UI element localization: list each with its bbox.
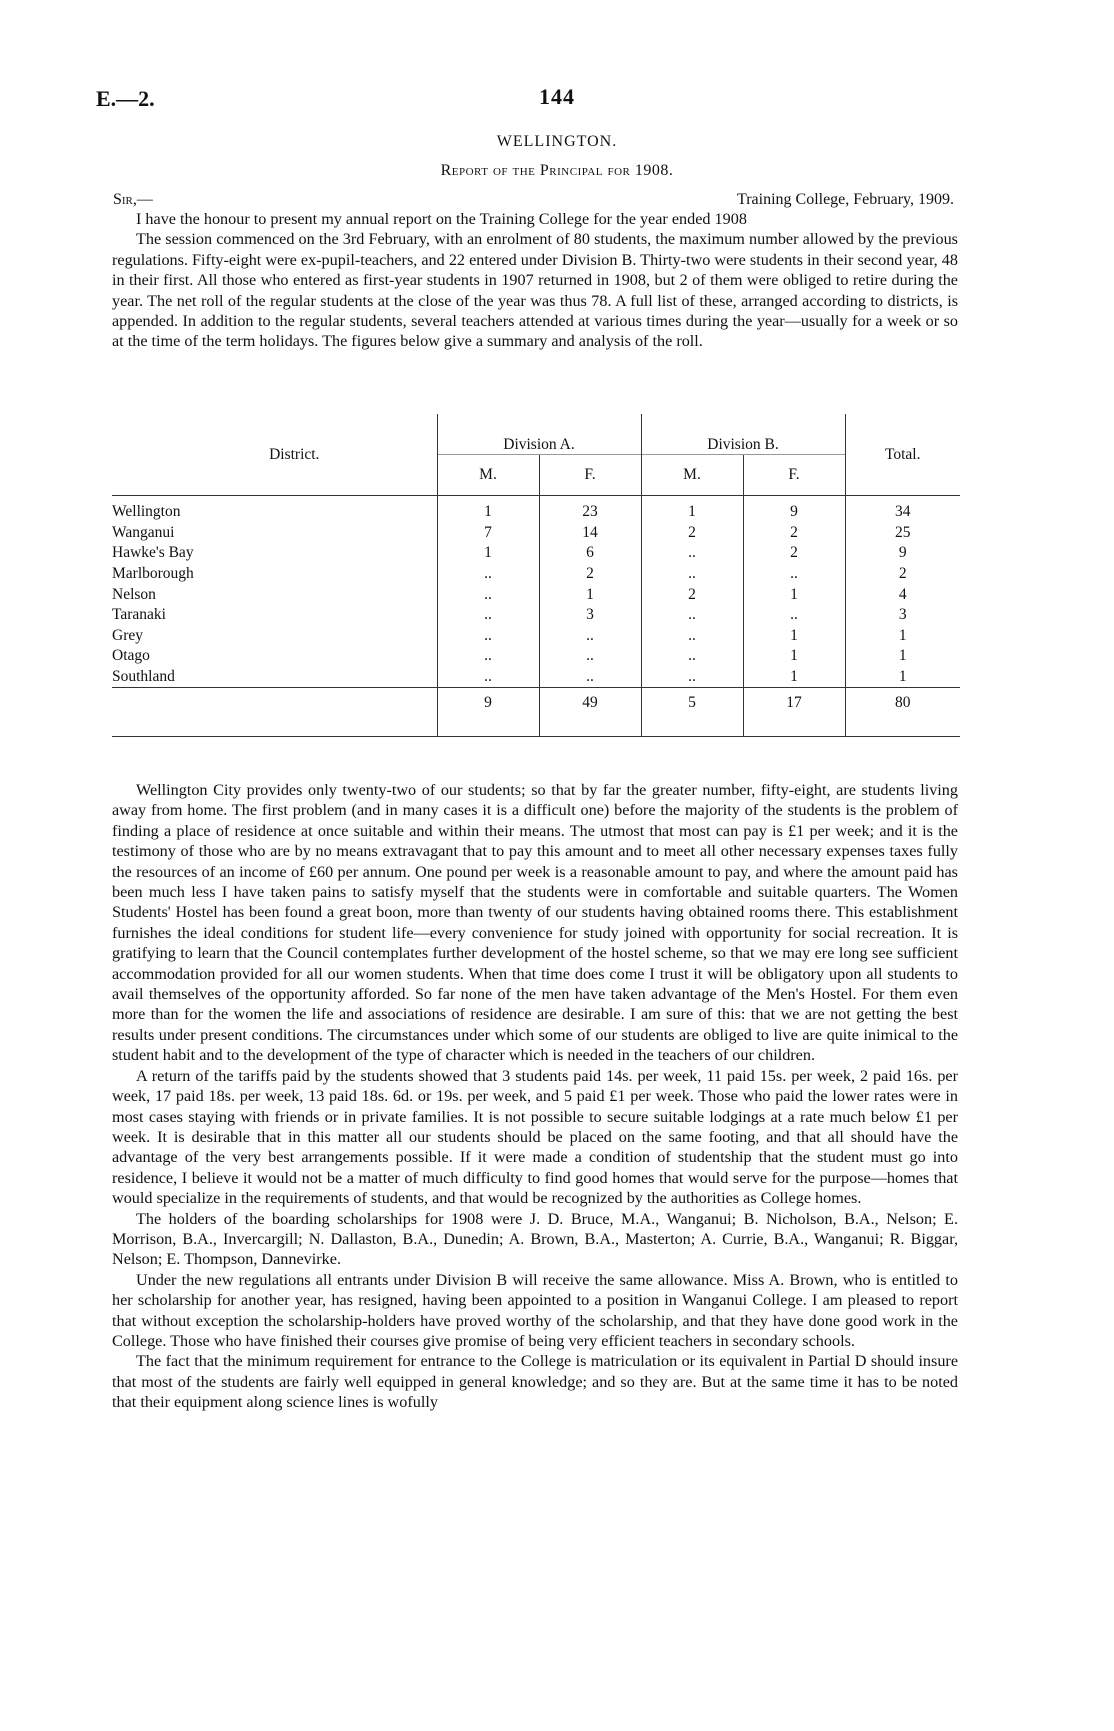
grand-total: 80 (845, 688, 960, 719)
cell-a-male: 7 (437, 523, 539, 544)
district-name: Otago (112, 647, 150, 665)
total-header: Total. (845, 414, 960, 496)
table-row (112, 605, 960, 626)
district-name: Wanganui (112, 523, 175, 541)
division-b-header: Division B. (641, 414, 845, 455)
page-number: 144 (539, 84, 575, 109)
cell-a-female: 1 (539, 584, 641, 605)
cell-b-female: 1 (743, 667, 845, 688)
cell-b-male: 2 (641, 523, 743, 544)
body-paragraph: A return of the tariffs paid by the students showed that 3 students paid 14s. per week, 11 paid 15s. per week, 2 paid 16s. per week, 17 paid 18s. per week, 13 paid 18s. 6d. or 19s. per week, and 5 paid £1 per week. Those who paid the lower rates were in most cases staying with friends or in private families. It is not possible to secure suitable lodgings at a rate much below £1 per week. It is desirable that in this matter all our students should be placed on the same footing, and that all should have the advantage of the very best arrangements possible. If it were made a condition of studentship that the student must go into residence, I believe it would not be a matter of much difficulty to find good homes that would serve for the purpose—homes that would specialize in the requirements of students, and that would be recognized by the authorities as College homes. (112, 1066, 958, 1208)
cell-total: 1 (845, 646, 960, 667)
division-b-female-header: F. (743, 455, 845, 496)
dateline: Training College, February, 1909. (736, 191, 954, 208)
total-b-female: 17 (743, 688, 845, 719)
cell-a-male: .. (437, 667, 539, 688)
cell-a-male: .. (437, 626, 539, 647)
body-paragraph: Wellington City provides only twenty-two of our students; so that by far the greater number, fifty-eight, are students living away from home. The first problem (and in many cases it is a difficult one) before the majority of the students is the problem of finding a place of residence at once suitable and within their means. The utmost that most can pay is £1 per week; and it is the testimony of those who are by no means extravagant that to pay this amount and to meet all other necessary expenses taxes fully the resources of an income of £60 per annum. One pound per week is a reasonable amount to pay, and where the amount paid has been much less I have taken pains to satisfy myself that the students were in comfortable and suitable quarters. The Women Students' Hostel has been found a great boon, more than twenty of our students having obtained rooms there. This establishment furnishes the ideal conditions for student life—every convenience for study joined with opportunity for social recreation. It is gratifying to learn that the Council contemplates further development of the hostel scheme, so that we may ere long see sufficient accommodation provided for all our women students. When that time does come I trust it will be obligatory upon all students to avail themselves of the opportunity afforded. So far none of the men have taken advantage of the Men's Hostel. For them even more than for the women the life and associations of residence are desirable. I am sure of this: that we are not getting the best results under present conditions. The circumstances under which some of our students are obliged to live are quite inimical to the student habit and to the development of the type of character which is needed in the teachers of our children. (112, 781, 958, 1065)
cell-b-male: .. (641, 543, 743, 564)
cell-b-female: 2 (743, 543, 845, 564)
total-a-male: 9 (437, 688, 539, 719)
district-name: Southland (112, 668, 175, 686)
document-reference: E.—2. (96, 86, 155, 111)
cell-a-male: .. (437, 646, 539, 667)
cell-a-female: .. (539, 646, 641, 667)
division-a-header: Division A. (437, 414, 641, 455)
intro-paragraph: I have the honour to present my annual report on the Training College for the year ended 1908 (136, 210, 747, 228)
cell-a-female: .. (539, 667, 641, 688)
body-paragraph: The fact that the minimum requirement for entrance to the College is matriculation or its equivalent in Partial D should insure that most of the students are fairly well equipped in general knowledge; and so they are. But at the same time it has to be noted that their equipment along science lines is wofully (112, 1352, 958, 1412)
cell-b-female: 1 (743, 584, 845, 605)
cell-b-female: 1 (743, 646, 845, 667)
intro-text (112, 209, 958, 352)
cell-total: 25 (845, 523, 960, 544)
cell-a-female: 2 (539, 564, 641, 585)
cell-a-female: .. (539, 626, 641, 647)
cell-b-male: .. (641, 667, 743, 688)
report-subheading: Report of the Principal for 1908. (440, 162, 674, 179)
section-heading: WELLINGTON. (496, 133, 618, 150)
cell-a-male: 1 (437, 543, 539, 564)
table-row (112, 667, 960, 688)
cell-b-male: .. (641, 646, 743, 667)
cell-total: 9 (845, 543, 960, 564)
table-row (112, 626, 960, 647)
district-name: Wellington (112, 503, 181, 521)
cell-b-female: .. (743, 564, 845, 585)
cell-b-male: 1 (641, 502, 743, 523)
district-name: Taranaki (112, 606, 166, 624)
roll-table (112, 414, 960, 737)
totals-row (112, 688, 960, 719)
cell-a-female: 3 (539, 605, 641, 626)
cell-b-female: 2 (743, 523, 845, 544)
salutation: Sir,— (113, 191, 153, 208)
report-body (112, 780, 958, 1413)
body-paragraph: The holders of the boarding scholarships for 1908 were J. D. Bruce, M.A., Wanganui; B. Nicholson, B.A., Nelson; E. Morrison, B.A., Invercargill; N. Dallaston, B.A., Dunedin; A. Brown, B.A., Masterton; A. Currie, B.A., Wanganui; R. Biggar, Nelson; E. Thompson, Dannevirke. (112, 1209, 958, 1269)
cell-a-male: .. (437, 584, 539, 605)
body-paragraph: Under the new regulations all entrants under Division B will receive the same allowance. Miss A. Brown, who is entitled to her scholarship for another year, has resigned, having been appointed to a position in Wanganui College. I am pleased to report that without exception the scholarship-holders have proved worthy of the scholarship, and that they have done good work in the College. Those who have finished their courses give promise of being very efficient teachers in secondary schools. (112, 1270, 958, 1350)
cell-total: 34 (845, 502, 960, 523)
division-a-female-header: F. (539, 455, 641, 496)
total-a-female: 49 (539, 688, 641, 719)
cell-a-female: 14 (539, 523, 641, 544)
cell-a-female: 23 (539, 502, 641, 523)
district-name: Nelson (112, 585, 156, 603)
cell-b-female: 1 (743, 626, 845, 647)
district-header: District. (269, 445, 320, 463)
table-row (112, 564, 960, 585)
cell-b-male: 2 (641, 584, 743, 605)
cell-a-male: 1 (437, 502, 539, 523)
cell-total: 3 (845, 605, 960, 626)
table-row (112, 543, 960, 564)
intro-paragraph: The session commenced on the 3rd February, with an enrolment of 80 students, the maximum number allowed by the previous regulations. Fifty-eight were ex-pupil-teachers, and 22 entered under Division B. Thirty-two were students in their second year, 48 in their first. All those who entered as first-year students in 1907 returned in 1908, but 2 of them were obliged to retire during the year. The net roll of the regular students at the close of the year was thus 78. A full list of these, arranged according to districts, is appended. In addition to the regular students, several teachers attended at various times during the year—usually for a week or so at the time of the term holidays. The figures below give a summary and analysis of the roll. (112, 230, 958, 351)
division-b-male-header: M. (641, 455, 743, 496)
total-b-male: 5 (641, 688, 743, 719)
table-row (112, 523, 960, 544)
division-a-male-header: M. (437, 455, 539, 496)
cell-total: 1 (845, 626, 960, 647)
table-row (112, 502, 960, 523)
cell-b-male: .. (641, 605, 743, 626)
cell-b-female: 9 (743, 502, 845, 523)
district-name: Grey (112, 626, 143, 644)
cell-total: 2 (845, 564, 960, 585)
cell-b-female: .. (743, 605, 845, 626)
cell-b-male: .. (641, 626, 743, 647)
table-row (112, 646, 960, 667)
cell-a-male: .. (437, 564, 539, 585)
cell-a-female: 6 (539, 543, 641, 564)
table-row (112, 584, 960, 605)
cell-total: 1 (845, 667, 960, 688)
district-name: Hawke's Bay (112, 544, 194, 562)
cell-b-male: .. (641, 564, 743, 585)
cell-total: 4 (845, 584, 960, 605)
district-name: Marlborough (112, 565, 194, 583)
cell-a-male: .. (437, 605, 539, 626)
